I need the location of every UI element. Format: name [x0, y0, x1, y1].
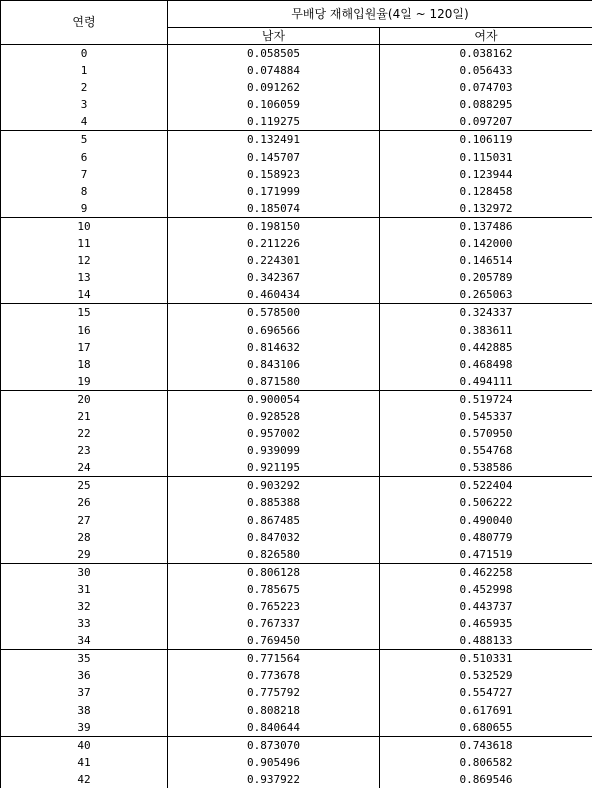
female-rate-cell: 0.465935 — [380, 615, 592, 632]
male-rate-cell: 0.900054 — [168, 390, 380, 408]
female-rate-cell: 0.452998 — [380, 581, 592, 598]
table-row — [1, 339, 592, 356]
male-rate-cell: 0.198150 — [168, 217, 380, 235]
table-row — [1, 373, 592, 391]
age-cell: 21 — [1, 408, 168, 425]
age-cell: 29 — [1, 546, 168, 564]
table-row — [1, 252, 592, 269]
female-rate-cell: 0.494111 — [380, 373, 592, 391]
male-rate-cell: 0.939099 — [168, 442, 380, 459]
male-rate-cell: 0.106059 — [168, 96, 380, 113]
female-rate-cell: 0.519724 — [380, 390, 592, 408]
age-cell: 17 — [1, 339, 168, 356]
male-rate-cell: 0.119275 — [168, 113, 380, 131]
female-rate-cell: 0.522404 — [380, 477, 592, 495]
table-title: 무배당 재해입원율(4일 ~ 120일) — [168, 1, 592, 28]
table-row — [1, 529, 592, 546]
age-cell: 40 — [1, 736, 168, 754]
table-header — [1, 1, 592, 45]
table-row — [1, 149, 592, 166]
table-row — [1, 719, 592, 737]
female-rate-cell: 0.743618 — [380, 736, 592, 754]
table-row — [1, 598, 592, 615]
male-rate-cell: 0.957002 — [168, 425, 380, 442]
female-column-header: 여자 — [380, 28, 592, 45]
table-row — [1, 494, 592, 511]
table-row — [1, 754, 592, 771]
female-rate-cell: 0.554768 — [380, 442, 592, 459]
age-cell: 34 — [1, 632, 168, 650]
female-rate-cell: 0.538586 — [380, 459, 592, 477]
male-rate-cell: 0.211226 — [168, 235, 380, 252]
age-cell: 23 — [1, 442, 168, 459]
age-cell: 0 — [1, 45, 168, 63]
table-row — [1, 96, 592, 113]
age-cell: 38 — [1, 702, 168, 719]
male-rate-cell: 0.840644 — [168, 719, 380, 737]
age-cell: 36 — [1, 667, 168, 684]
age-cell: 31 — [1, 581, 168, 598]
table-row — [1, 408, 592, 425]
age-cell: 22 — [1, 425, 168, 442]
table-row — [1, 650, 592, 668]
male-rate-cell: 0.826580 — [168, 546, 380, 564]
female-rate-cell: 0.128458 — [380, 183, 592, 200]
male-rate-cell: 0.814632 — [168, 339, 380, 356]
table-row — [1, 771, 592, 788]
female-rate-cell: 0.443737 — [380, 598, 592, 615]
male-rate-cell: 0.937922 — [168, 771, 380, 788]
age-cell: 27 — [1, 512, 168, 529]
age-cell: 2 — [1, 79, 168, 96]
table-row — [1, 459, 592, 477]
age-cell: 24 — [1, 459, 168, 477]
female-rate-cell: 0.088295 — [380, 96, 592, 113]
table-row — [1, 183, 592, 200]
female-rate-cell: 0.480779 — [380, 529, 592, 546]
table-row — [1, 546, 592, 564]
age-cell: 16 — [1, 322, 168, 339]
table-row — [1, 667, 592, 684]
male-rate-cell: 0.769450 — [168, 632, 380, 650]
age-cell: 19 — [1, 373, 168, 391]
age-cell: 13 — [1, 269, 168, 286]
age-cell: 10 — [1, 217, 168, 235]
male-rate-cell: 0.771564 — [168, 650, 380, 668]
female-rate-cell: 0.074703 — [380, 79, 592, 96]
table-row — [1, 166, 592, 183]
female-rate-cell: 0.442885 — [380, 339, 592, 356]
male-rate-cell: 0.224301 — [168, 252, 380, 269]
table-row — [1, 235, 592, 252]
age-cell: 7 — [1, 166, 168, 183]
age-cell: 4 — [1, 113, 168, 131]
male-rate-cell: 0.158923 — [168, 166, 380, 183]
age-cell: 15 — [1, 304, 168, 322]
age-cell: 18 — [1, 356, 168, 373]
female-rate-cell: 0.137486 — [380, 217, 592, 235]
table-row — [1, 581, 592, 598]
male-rate-cell: 0.460434 — [168, 286, 380, 304]
age-cell: 26 — [1, 494, 168, 511]
female-rate-cell: 0.265063 — [380, 286, 592, 304]
female-rate-cell: 0.106119 — [380, 131, 592, 149]
table-row — [1, 200, 592, 218]
male-rate-cell: 0.867485 — [168, 512, 380, 529]
table-row — [1, 442, 592, 459]
male-rate-cell: 0.808218 — [168, 702, 380, 719]
age-cell: 41 — [1, 754, 168, 771]
table-row — [1, 425, 592, 442]
female-rate-cell: 0.510331 — [380, 650, 592, 668]
table-row — [1, 217, 592, 235]
age-cell: 30 — [1, 563, 168, 581]
header-row-title — [1, 1, 592, 28]
age-cell: 28 — [1, 529, 168, 546]
age-cell: 32 — [1, 598, 168, 615]
table-row — [1, 45, 592, 63]
male-rate-cell: 0.873070 — [168, 736, 380, 754]
female-rate-cell: 0.488133 — [380, 632, 592, 650]
male-rate-cell: 0.843106 — [168, 356, 380, 373]
table-row — [1, 512, 592, 529]
female-rate-cell: 0.097207 — [380, 113, 592, 131]
female-rate-cell: 0.554727 — [380, 684, 592, 701]
male-rate-cell: 0.765223 — [168, 598, 380, 615]
male-rate-cell: 0.903292 — [168, 477, 380, 495]
table-row — [1, 615, 592, 632]
male-rate-cell: 0.885388 — [168, 494, 380, 511]
female-rate-cell: 0.115031 — [380, 149, 592, 166]
age-cell: 20 — [1, 390, 168, 408]
female-rate-cell: 0.146514 — [380, 252, 592, 269]
table-row — [1, 269, 592, 286]
age-cell: 39 — [1, 719, 168, 737]
female-rate-cell: 0.468498 — [380, 356, 592, 373]
table-row — [1, 563, 592, 581]
age-cell: 33 — [1, 615, 168, 632]
table-row — [1, 390, 592, 408]
female-rate-cell: 0.324337 — [380, 304, 592, 322]
female-rate-cell: 0.617691 — [380, 702, 592, 719]
female-rate-cell: 0.142000 — [380, 235, 592, 252]
age-cell: 37 — [1, 684, 168, 701]
table-row — [1, 304, 592, 322]
table-row — [1, 684, 592, 701]
female-rate-cell: 0.462258 — [380, 563, 592, 581]
table-body — [1, 45, 592, 788]
female-rate-cell: 0.383611 — [380, 322, 592, 339]
table-row — [1, 286, 592, 304]
female-rate-cell: 0.123944 — [380, 166, 592, 183]
male-rate-cell: 0.928528 — [168, 408, 380, 425]
age-cell: 9 — [1, 200, 168, 218]
male-rate-cell: 0.342367 — [168, 269, 380, 286]
female-rate-cell: 0.806582 — [380, 754, 592, 771]
male-rate-cell: 0.058505 — [168, 45, 380, 63]
male-rate-cell: 0.767337 — [168, 615, 380, 632]
male-rate-cell: 0.578500 — [168, 304, 380, 322]
female-rate-cell: 0.869546 — [380, 771, 592, 788]
age-cell: 12 — [1, 252, 168, 269]
table-row — [1, 62, 592, 79]
male-rate-cell: 0.921195 — [168, 459, 380, 477]
table-row — [1, 702, 592, 719]
male-rate-cell: 0.185074 — [168, 200, 380, 218]
male-rate-cell: 0.091262 — [168, 79, 380, 96]
female-rate-cell: 0.532529 — [380, 667, 592, 684]
age-cell: 14 — [1, 286, 168, 304]
table-row — [1, 736, 592, 754]
male-rate-cell: 0.775792 — [168, 684, 380, 701]
male-rate-cell: 0.145707 — [168, 149, 380, 166]
age-cell: 1 — [1, 62, 168, 79]
age-cell: 5 — [1, 131, 168, 149]
age-cell: 35 — [1, 650, 168, 668]
female-rate-cell: 0.056433 — [380, 62, 592, 79]
female-rate-cell: 0.680655 — [380, 719, 592, 737]
age-cell: 25 — [1, 477, 168, 495]
male-rate-cell: 0.871580 — [168, 373, 380, 391]
male-column-header: 남자 — [168, 28, 380, 45]
female-rate-cell: 0.471519 — [380, 546, 592, 564]
female-rate-cell: 0.205789 — [380, 269, 592, 286]
male-rate-cell: 0.806128 — [168, 563, 380, 581]
female-rate-cell: 0.506222 — [380, 494, 592, 511]
age-cell: 8 — [1, 183, 168, 200]
table-row — [1, 113, 592, 131]
age-cell: 3 — [1, 96, 168, 113]
table-row — [1, 131, 592, 149]
table-row — [1, 356, 592, 373]
male-rate-cell: 0.847032 — [168, 529, 380, 546]
female-rate-cell: 0.132972 — [380, 200, 592, 218]
male-rate-cell: 0.905496 — [168, 754, 380, 771]
age-column-header: 연령 — [1, 1, 168, 45]
male-rate-cell: 0.696566 — [168, 322, 380, 339]
female-rate-cell: 0.545337 — [380, 408, 592, 425]
table-row — [1, 322, 592, 339]
female-rate-cell: 0.038162 — [380, 45, 592, 63]
male-rate-cell: 0.785675 — [168, 581, 380, 598]
male-rate-cell: 0.132491 — [168, 131, 380, 149]
female-rate-cell: 0.570950 — [380, 425, 592, 442]
table-row — [1, 79, 592, 96]
male-rate-cell: 0.074884 — [168, 62, 380, 79]
age-cell: 6 — [1, 149, 168, 166]
age-cell: 11 — [1, 235, 168, 252]
male-rate-cell: 0.773678 — [168, 667, 380, 684]
female-rate-cell: 0.490040 — [380, 512, 592, 529]
table-row — [1, 632, 592, 650]
table-row — [1, 477, 592, 495]
male-rate-cell: 0.171999 — [168, 183, 380, 200]
age-cell: 42 — [1, 771, 168, 788]
